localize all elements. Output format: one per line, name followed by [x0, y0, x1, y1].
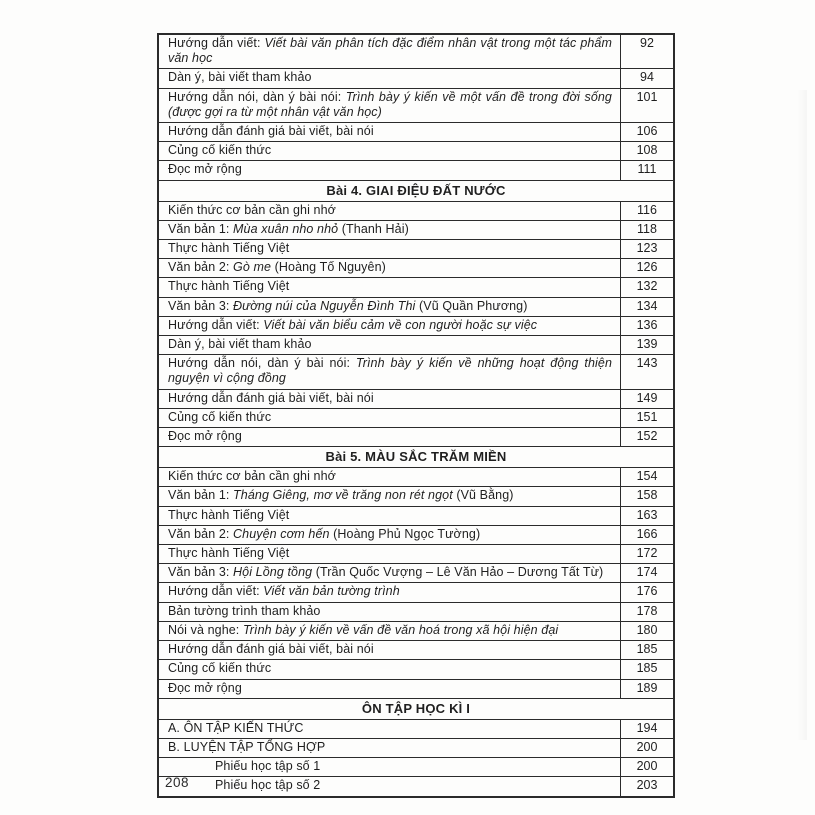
toc-row: [159, 297, 673, 316]
toc-entry-page-number: 151: [636, 409, 658, 424]
toc-entry-title: [159, 278, 621, 296]
toc-entry-text: Củng cố kiến thức: [168, 409, 272, 424]
toc-entry-text: Đọc mở rộng: [168, 429, 242, 444]
toc-row: [159, 757, 673, 776]
toc-entry-page-number: 200: [636, 739, 658, 754]
toc-entry-text: Văn bản 3:: [168, 298, 234, 313]
toc-row: [159, 35, 673, 68]
toc-entry-text: Kiến thức cơ bản cần ghi nhớ: [168, 469, 336, 484]
toc-entry-text: (Thanh Hải): [338, 221, 409, 236]
toc-entry-text: Đọc mở rộng: [168, 680, 242, 695]
toc-row: [159, 525, 673, 544]
toc-row: [159, 239, 673, 258]
toc-row: [159, 122, 673, 141]
toc-table: [157, 33, 675, 798]
toc-entry-page-number: 108: [636, 143, 658, 158]
toc-row: [159, 335, 673, 354]
toc-entry-title: [159, 317, 621, 335]
toc-row: [159, 659, 673, 678]
toc-entry-text: B. LUYỆN TẬP TỔNG HỢP: [168, 739, 326, 754]
toc-row: [159, 408, 673, 427]
toc-entry-work-title: Trình bày ý kiến về vấn đề văn hoá trong xã hội hiện đại: [242, 622, 559, 637]
toc-entry-title: [159, 35, 621, 68]
toc-entry-title: [159, 526, 621, 544]
toc-row: [159, 582, 673, 601]
toc-entry-text: Thực hành Tiếng Việt: [168, 507, 290, 522]
toc-entry-text: Nói và nghe:: [168, 622, 243, 637]
toc-entry-text: Văn bản 3:: [168, 565, 234, 580]
toc-entry-work-title: Viết văn bản tường trình: [263, 584, 400, 599]
toc-entry-text: Hướng dẫn đánh giá bài viết, bài nói: [168, 124, 374, 139]
toc-entry-text: Hướng dẫn nói, dàn ý bài nói:: [168, 356, 356, 371]
toc-entry-title: [159, 298, 621, 316]
toc-row: [159, 427, 673, 446]
toc-row: [159, 277, 673, 296]
toc-row: [159, 354, 673, 388]
toc-entry-title: [159, 259, 621, 277]
toc-entry-title: [159, 739, 621, 757]
toc-row: [159, 486, 673, 505]
toc-entry-page-number: 176: [636, 584, 658, 599]
toc-row: [159, 563, 673, 582]
section-header: Bài 5. MÀU SẮC TRĂM MIỀN: [159, 446, 673, 467]
toc-row: [159, 602, 673, 621]
toc-entry-page-number: 158: [636, 488, 658, 503]
toc-entry-title: [159, 409, 621, 427]
toc-entry-page-number: 136: [636, 317, 658, 332]
toc-row: [159, 679, 673, 698]
toc-entry-page-number: 139: [636, 337, 658, 352]
toc-entry-title: [159, 641, 621, 659]
toc-entry-title: [159, 603, 621, 621]
toc-entry-title: [159, 69, 621, 87]
footer-page-number: 208: [165, 775, 190, 790]
toc-entry-text: Thực hành Tiếng Việt: [168, 241, 290, 256]
toc-entry-page-number: 180: [636, 622, 658, 637]
toc-entry-page-number: 203: [636, 778, 658, 793]
toc-entry-title: [159, 161, 621, 179]
toc-entry-page-number: 149: [636, 390, 658, 405]
toc-row: [159, 220, 673, 239]
toc-entry-text: Văn bản 2:: [168, 260, 234, 275]
toc-entry-work-title: Đường núi của Nguyễn Đình Thi: [233, 298, 416, 313]
toc-entry-text: Văn bản 2:: [168, 526, 234, 541]
toc-entry-text: Dàn ý, bài viết tham khảo: [168, 70, 312, 85]
toc-entry-work-title: Viết bài văn phân tích đặc điểm nhân vật trong một tác phẩm văn học: [168, 36, 612, 66]
toc-entry-work-title: Chuyện cơm hến: [233, 526, 330, 541]
toc-row: [159, 544, 673, 563]
toc-entry-work-title: Viết bài văn biểu cảm về con người hoặc sự việc: [263, 317, 538, 332]
toc-entry-page-number: 132: [636, 279, 658, 294]
toc-entry-text: Hướng dẫn viết:: [168, 584, 264, 599]
toc-entry-page-number: 111: [637, 162, 657, 177]
toc-row: [159, 258, 673, 277]
toc-entry-text: (Trần Quốc Vượng – Lê Văn Hảo – Dương Tất Từ): [312, 565, 604, 580]
toc-entry-text: (Vũ Quần Phương): [415, 298, 528, 313]
toc-row: [159, 141, 673, 160]
toc-entry-page-number: 189: [636, 680, 658, 695]
toc-entry-text: Thực hành Tiếng Việt: [168, 279, 290, 294]
toc-entry-page-number: 106: [636, 124, 658, 139]
toc-row: [159, 68, 673, 87]
toc-entry-title: [159, 622, 621, 640]
toc-entry-text: Hướng dẫn viết:: [168, 36, 265, 50]
toc-entry-page-number: 174: [636, 565, 658, 580]
toc-entry-text: Hướng dẫn đánh giá bài viết, bài nói: [168, 642, 374, 657]
toc-entry-title: [159, 202, 621, 220]
toc-entry-work-title: Trình bày ý kiến về một vấn đề trong đời sống (được gợi ra từ một nhân vật văn học): [168, 89, 612, 119]
toc-entry-page-number: 166: [636, 526, 658, 541]
toc-entry-page-number: 101: [636, 89, 658, 104]
toc-row: [159, 389, 673, 408]
toc-entry-text: Phiếu học tập số 2: [215, 778, 321, 793]
toc-row: [159, 316, 673, 335]
toc-row: [159, 776, 673, 795]
toc-entry-text: (Hoàng Phủ Ngọc Tường): [329, 526, 481, 541]
toc-entry-text: Bản tường trình tham khảo: [168, 603, 321, 618]
toc-entry-title: [159, 123, 621, 141]
toc-entry-title: [159, 487, 621, 505]
toc-entry-page-number: 126: [636, 260, 658, 275]
toc-entry-text: Dàn ý, bài viết tham khảo: [168, 337, 312, 352]
toc-row: [159, 719, 673, 738]
toc-entry-title: [159, 240, 621, 258]
toc-row: [159, 201, 673, 220]
toc-entry-title: [159, 564, 621, 582]
toc-entry-title: [159, 142, 621, 160]
toc-entry-page-number: 123: [636, 241, 658, 256]
toc-entry-title: [159, 507, 621, 525]
toc-entry-page-number: 154: [636, 469, 658, 484]
toc-entry-title: [159, 221, 621, 239]
toc-entry-work-title: Tháng Giêng, mơ về trăng non rét ngọt: [233, 488, 453, 503]
toc-entry-page-number: 185: [636, 642, 658, 657]
toc-entry-text: (Vũ Bằng): [452, 488, 514, 503]
toc-entry-page-number: 134: [636, 298, 658, 313]
toc-entry-title: [159, 545, 621, 563]
toc-entry-text: Thực hành Tiếng Việt: [168, 546, 290, 561]
toc-entry-page-number: 116: [637, 202, 657, 217]
toc-entry-page-number: 143: [636, 356, 658, 371]
toc-entry-work-title: Gò me: [233, 260, 272, 275]
toc-entry-title: [159, 583, 621, 601]
toc-entry-page-number: 178: [636, 603, 658, 618]
toc-entry-page-number: 94: [640, 70, 654, 85]
toc-entry-text: Phiếu học tập số 1: [215, 759, 321, 774]
toc-entry-text: Hướng dẫn đánh giá bài viết, bài nói: [168, 390, 374, 405]
toc-entry-work-title: Trình bày ý kiến về những hoạt động thiện nguyện vì cộng đồng: [168, 356, 612, 386]
toc-entry-text: Đọc mở rộng: [168, 162, 242, 177]
toc-entry-title: [159, 89, 621, 122]
toc-entry-title: [159, 720, 621, 738]
toc-entry-title: [159, 428, 621, 446]
toc-row: [159, 160, 673, 179]
toc-row: [159, 621, 673, 640]
toc-entry-text: Củng cố kiến thức: [168, 143, 272, 158]
toc-entry-title: [159, 390, 621, 408]
toc-entry-title: [159, 777, 621, 795]
toc-entry-title: [159, 355, 621, 388]
toc-entry-page-number: 194: [636, 720, 658, 735]
toc-entry-page-number: 152: [636, 429, 658, 444]
toc-entry-page-number: 200: [636, 759, 658, 774]
toc-entry-page-number: 118: [637, 221, 657, 236]
toc-entry-title: [159, 660, 621, 678]
toc-entry-title: [159, 758, 621, 776]
toc-row: [159, 640, 673, 659]
toc-entry-title: [159, 336, 621, 354]
toc-entry-text: A. ÔN TẬP KIẾN THỨC: [168, 720, 304, 735]
toc-entry-text: Củng cố kiến thức: [168, 661, 272, 676]
toc-entry-page-number: 185: [636, 661, 658, 676]
section-header: ÔN TẬP HỌC KÌ I: [159, 698, 673, 719]
toc-entry-text: Hướng dẫn nói, dàn ý bài nói:: [168, 89, 346, 104]
toc-entry-page-number: 92: [640, 36, 654, 50]
toc-entry-work-title: Mùa xuân nho nhỏ: [233, 221, 339, 236]
section-header: Bài 4. GIAI ĐIỆU ĐẤT NƯỚC: [159, 180, 673, 201]
toc-row: [159, 467, 673, 486]
toc-entry-work-title: Hội Lồng tồng: [233, 565, 313, 580]
toc-entry-page-number: 163: [636, 507, 658, 522]
toc-entry-title: [159, 680, 621, 698]
toc-entry-text: Văn bản 1:: [168, 488, 234, 503]
toc-entry-text: Hướng dẫn viết:: [168, 317, 264, 332]
toc-entry-text: (Hoàng Tố Nguyên): [271, 260, 386, 275]
toc-row: [159, 506, 673, 525]
toc-entry-title: [159, 468, 621, 486]
toc-row: [159, 738, 673, 757]
toc-entry-page-number: 172: [636, 546, 658, 561]
toc-entry-text: Văn bản 1:: [168, 221, 234, 236]
toc-row: [159, 88, 673, 122]
toc-entry-text: Kiến thức cơ bản cần ghi nhớ: [168, 202, 336, 217]
